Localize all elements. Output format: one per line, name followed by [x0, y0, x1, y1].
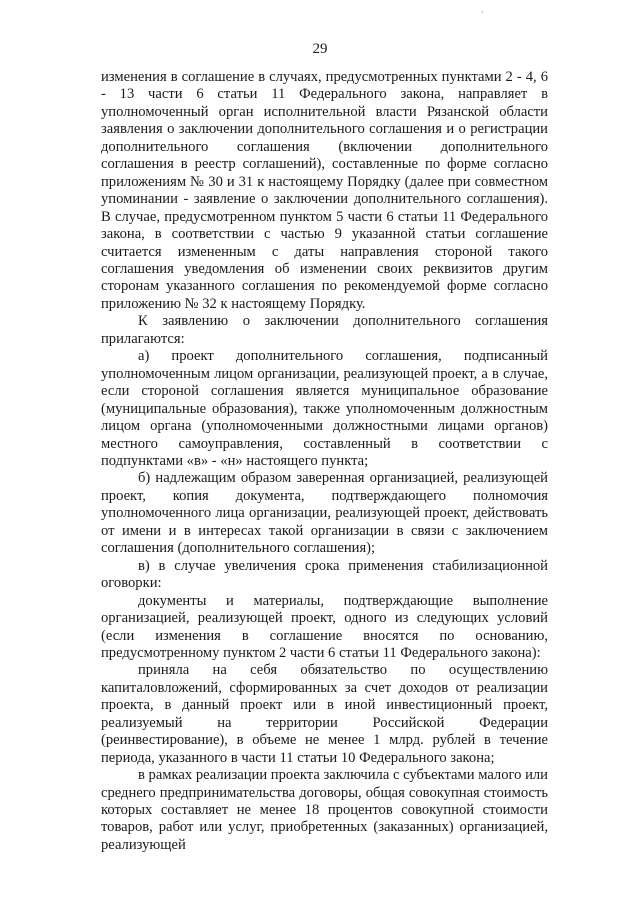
paragraph: К заявлению о заключении дополнительного соглашения прилагаются: [101, 313, 548, 347]
paragraph: документы и материалы, подтверждающие выполнение организацией, реализующей проект, одного из следующих условий (если изменения в соглашение вносятся по основанию, предусмотренному пунктом 2 части 6 статьи 11 Федерального закона): [101, 592, 548, 661]
page-number: 29 [312, 41, 328, 57]
document-body [101, 69, 548, 854]
paragraph: а) проект дополнительного соглашения, подписанный уполномоченным лицом организации, реализующей проект, а в случае, если стороной соглашения является муниципальное образование (муниципальные образования), также уполномоченным должностным лицом органа (уполномоченными должностными лицами органов) местного самоуправления, составленный в соответствии с подпунктами «в» - «н» настоящего пункта; [101, 348, 548, 469]
paragraph: приняла на себя обязательство по осуществлению капиталовложений, сформированных за счет доходов от реализации проекта, в данный проект или в иной инвестиционный проект, реализуемый на территории Российской Федерации (реинвестирование), в объеме не менее 1 млрд. рублей в течение периода, указанного в части 11 статьи 10 Федерального закона; [101, 662, 548, 766]
paragraph: изменения в соглашение в случаях, предусмотренных пунктами 2 - 4, 6 - 13 части 6 статьи 11 Федерального закона, направляет в уполномоченный орган исполнительной власти Рязанской области заявления о заключении дополнительного соглашения и о регистрации дополнительного соглашения (включении дополнительного соглашения в реестр соглашений), составленные по форме согласно приложениям № 30 и 31 к настоящему Порядку (далее при совместном упоминании - заявление о заключении дополнительного соглашения). В случае, предусмотренном пунктом 5 части 6 статьи 11 Федерального закона, в соответствии с частью 9 указанной статьи соглашение считается измененным с даты направления стороной такого соглашения уведомления об изменении своих реквизитов другим сторонам указанного соглашения по рекомендуемой форме согласно приложению № 32 к настоящему Порядку. [101, 69, 548, 312]
paragraph: в рамках реализации проекта заключила с субъектами малого или среднего предпринимательства договоры, общая совокупная стоимость которых составляет не менее 18 процентов совокупной стоимости товаров, работ или услуг, приобретенных (заказанных) организацией, реализующей [101, 767, 548, 853]
paragraph: в) в случае увеличения срока применения стабилизационной оговорки: [101, 557, 548, 592]
corner-mark: · [481, 8, 484, 17]
paragraph: б) надлежащим образом заверенная организацией, реализующей проект, копия документа, подтверждающего полномочия уполномоченного лица организации, реализующей проект, действовать от имени и в интересах такой организации в связи с заключением соглашения (дополнительного соглашения); [101, 470, 548, 557]
